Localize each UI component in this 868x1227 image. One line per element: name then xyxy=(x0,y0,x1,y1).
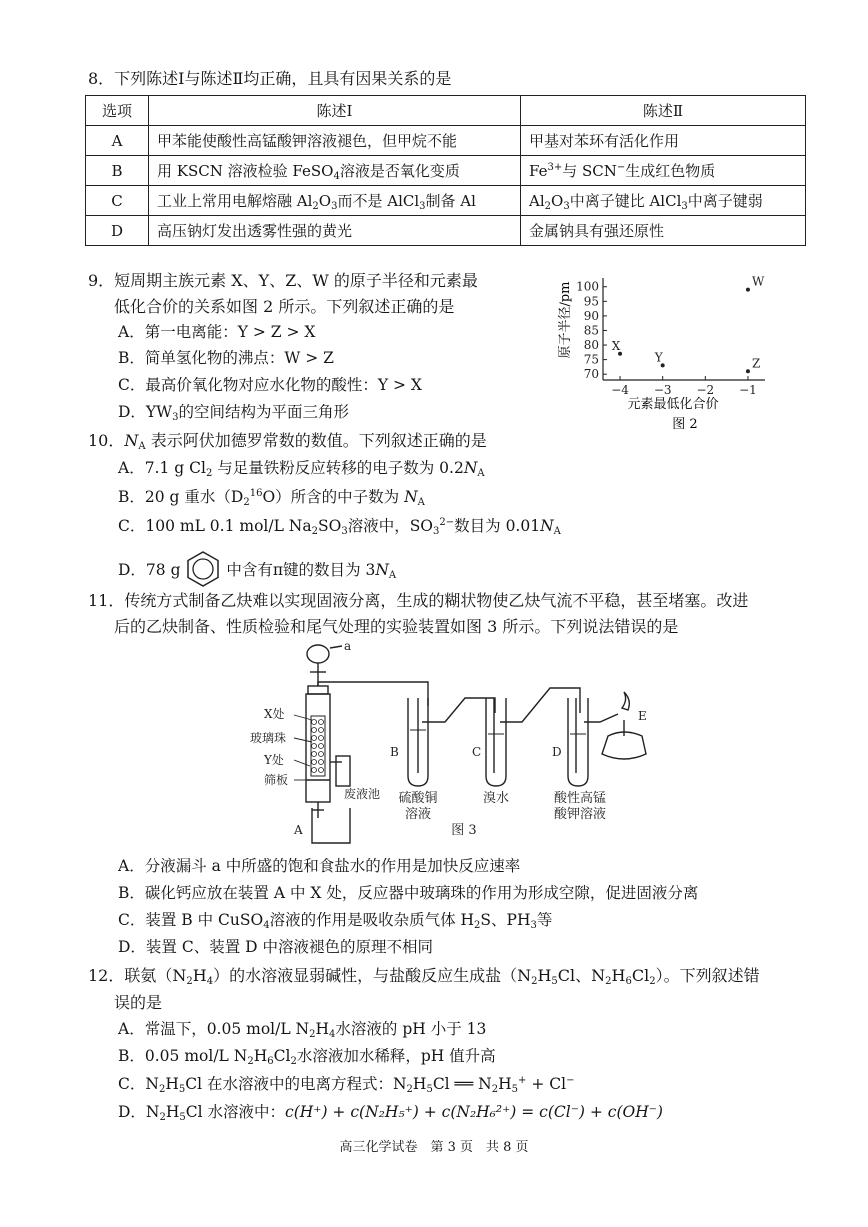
x-axis-label: 元素最低化合价 xyxy=(627,397,719,412)
row-statement-2: 甲基对苯环有活化作用 xyxy=(521,126,806,156)
row-statement-2: $Fe^{3+}$与 SCN−生成红色物质 xyxy=(521,156,806,186)
label-waste: 废液池 xyxy=(344,787,381,801)
q9-option-d: D．$YW_3$的空间结构为平面三角形 xyxy=(118,403,349,423)
q11-stem-line2: 后的乙炔制备、性质检验和尾气处理的实验装置如图 3 所示。下列说法错误的是 xyxy=(114,617,679,636)
q10-option-d: D．78 g 中含有π键的数目为 $3N_A$ xyxy=(118,550,396,588)
d-solution-line1: 酸性高锰 xyxy=(553,791,607,806)
b-solution-line2: 溶液 xyxy=(404,807,432,822)
table-row xyxy=(86,216,806,246)
q12-stem-line1: 12．联氨$(N_2H_4)$的水溶液显弱碱性，与盐酸反应生成盐（$N_2H_5Cl$、$N_2H_6Cl_2$）。下列叙述错 xyxy=(88,966,760,987)
row-statement-1: 甲苯能使酸性高锰酸钾溶液褪色，但甲烷不能 xyxy=(149,126,521,156)
x-tick-label: −4 xyxy=(611,383,629,397)
row-option: B xyxy=(86,156,149,186)
label-e: E xyxy=(638,709,647,723)
q10-option-a: A．7.1 g $Cl_2$ 与足量铁粉反应转移的电子数为 $0.2N_A$ xyxy=(118,459,485,479)
x-tick-label: −3 xyxy=(653,383,672,397)
figure-3-caption: 图 3 xyxy=(451,823,477,838)
q9-option-c: C．最高价氧化物对应水化物的酸性：Y > X xyxy=(118,376,422,394)
q10-option-b: B．20 g 重水$(D_2^{16}O)$所含的中子数为 $N_A$ xyxy=(118,488,425,508)
figure-2-caption: 图 2 xyxy=(672,417,698,432)
label-sieve: 筛板 xyxy=(264,773,289,787)
label-bead: 玻璃珠 xyxy=(250,731,287,745)
point-label-w: W xyxy=(751,274,765,289)
row-statement-2: $Al_2O_3$中离子键比 AlCl$_3$中离子键弱 xyxy=(521,186,806,216)
row-statement-2: 金属钠具有强还原性 xyxy=(521,216,806,246)
point-label-z: Z xyxy=(751,356,761,371)
y-tick-label: 90 xyxy=(583,308,599,323)
q11-stem-line1: 11．传统方式制备乙炔难以实现固液分离，生成的糊状物使乙炔气流不平稳，甚至堵塞。改进 xyxy=(88,591,749,610)
row-option: C xyxy=(86,186,149,216)
q11-option-a: A．分液漏斗 a 中所盛的饱和食盐水的作用是加快反应速率 xyxy=(118,857,521,875)
test-tube-d xyxy=(568,698,588,786)
y-tick-label: 80 xyxy=(583,338,599,353)
q8-stem: 8．下列陈述Ⅰ与陈述Ⅱ均正确，且具有因果关系的是 xyxy=(88,69,452,88)
x-tick-label: −1 xyxy=(739,383,757,397)
y-tick-label: 75 xyxy=(583,352,599,367)
label-apparatus-a: A xyxy=(294,823,303,837)
y-axis-label: 原子半径/pm xyxy=(558,281,573,359)
q11-option-d: D．装置 C、装置 D 中溶液褪色的原理不相同 xyxy=(118,938,433,956)
q12-stem-line2: 误的是 xyxy=(114,993,163,1012)
test-tube-b xyxy=(408,698,428,786)
figure-3-apparatus xyxy=(250,638,680,848)
label-apparatus-d: D xyxy=(552,745,562,759)
row-statement-1: 工业上常用电解熔融 $Al_2O_3$而不是 AlCl$_3$制备 Al xyxy=(149,186,521,216)
y-tick-label: 100 xyxy=(576,279,599,294)
q11-option-c: C．装置 B 中 CuSO$_4$溶液的作用是吸收杂质气体 $H_2S$、$PH_3$等 xyxy=(118,911,553,931)
label-y: Y处 xyxy=(264,753,284,767)
b-solution-line1: 硫酸铜 xyxy=(398,791,438,806)
table-row xyxy=(86,156,806,186)
label-a: a xyxy=(344,639,352,653)
y-tick-label: 95 xyxy=(583,294,599,309)
q10-option-c: C．100 mL 0.1 mol/L $Na_2SO_3$溶液中，$SO_3^{2-}$数目为 $0.01N_A$ xyxy=(118,517,561,537)
q12-option-d: D．$N_2H_5Cl$ 水溶液中：c(H⁺) + c(N₂H₅⁺) + c(N₂H₆²⁺) = c(Cl⁻) + c(OH⁻) xyxy=(118,1103,663,1123)
q11-option-b: B．碳化钙应放在装置 A 中 X 处，反应器中玻璃珠的作用为形成空隙，促进固液分离 xyxy=(118,884,699,902)
q9-option-a: A．第一电离能：Y > Z > X xyxy=(118,323,316,341)
c-solution: 溴水 xyxy=(482,791,510,806)
data-point-w xyxy=(746,288,750,292)
label-apparatus-b: B xyxy=(390,745,399,759)
d-solution-line2: 酸钾溶液 xyxy=(553,807,607,822)
q10-stem: 10．$N_A$ 表示阿伏加德罗常数的数值。下列叙述正确的是 xyxy=(88,431,487,452)
data-point-z xyxy=(746,369,750,373)
test-tube-c xyxy=(486,698,506,786)
point-label-x: X xyxy=(611,338,621,353)
label-apparatus-c: C xyxy=(472,745,482,759)
y-tick-label: 85 xyxy=(583,323,599,338)
table-row xyxy=(86,126,806,156)
separatory-funnel-icon xyxy=(307,645,342,686)
q12-option-a: A．常温下，0.05 mol/L $N_2H_4$水溶液的 pH 小于 13 xyxy=(118,1020,487,1040)
header-option: 选项 xyxy=(86,96,149,126)
label-x: X处 xyxy=(264,707,285,721)
q9-stem-line1: 9．短周期主族元素 X、Y、Z、W 的原子半径和元素最 xyxy=(88,271,478,290)
q9-option-b: B．简单氢化物的沸点：W > Z xyxy=(118,349,334,367)
point-label-y: Y xyxy=(654,350,663,365)
table-row xyxy=(86,186,806,216)
benzene-ring-icon xyxy=(185,550,221,588)
y-tick-label: 70 xyxy=(583,367,599,382)
q12-option-c: C．$N_2H_5Cl$ 在水溶液中的电离方程式：$N_2H_5Cl$ ══ $N_2H_5^+ + Cl^-$ xyxy=(118,1075,575,1095)
page-footer: 高三化学试卷 第 3 页 共 8 页 xyxy=(339,1140,529,1155)
x-tick-label: −2 xyxy=(696,383,715,397)
header-statement-1: 陈述Ⅰ xyxy=(149,96,521,126)
row-option: D xyxy=(86,216,149,246)
row-option: A xyxy=(86,126,149,156)
alcohol-lamp-icon xyxy=(602,692,646,759)
figure-2-chart xyxy=(555,268,780,440)
table-header-row xyxy=(86,96,806,126)
q12-option-b: B．0.05 mol/L $N_2H_6Cl_2$水溶液加水稀释，pH 值升高 xyxy=(118,1047,496,1067)
q9-stem-line2: 低化合价的关系如图 2 所示。下列叙述正确的是 xyxy=(114,297,455,316)
header-statement-2: 陈述Ⅱ xyxy=(521,96,806,126)
row-statement-1: 高压钠灯发出透雾性强的黄光 xyxy=(149,216,521,246)
row-statement-1: 用 KSCN 溶液检验 FeSO$_4$溶液是否氧化变质 xyxy=(149,156,521,186)
q8-table xyxy=(85,95,806,246)
